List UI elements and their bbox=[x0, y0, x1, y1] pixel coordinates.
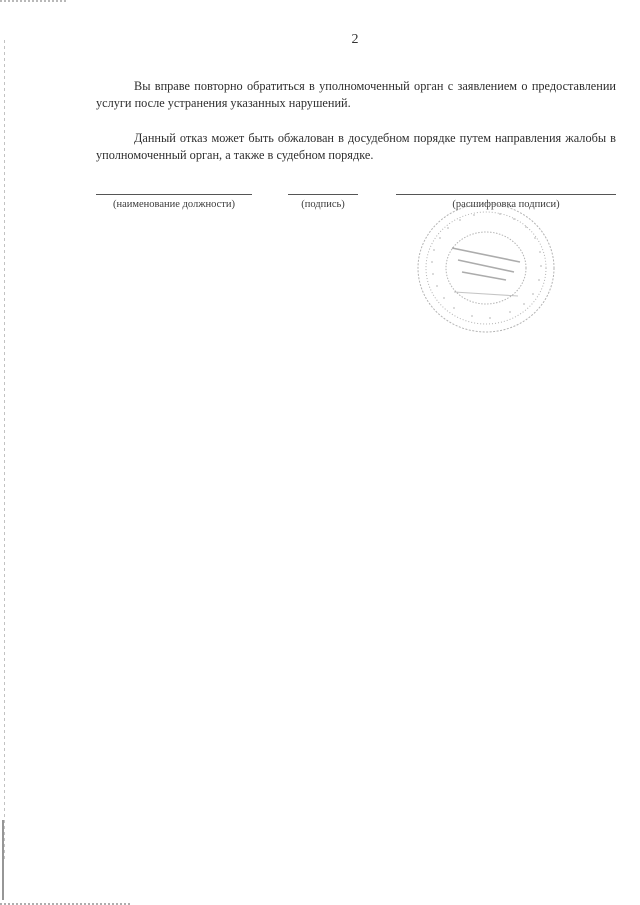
name-caption: (расшифровка подписи) bbox=[452, 199, 560, 210]
scan-artifact-left-bottom bbox=[2, 820, 4, 900]
paragraph-reapply bbox=[96, 78, 616, 112]
position-line bbox=[96, 194, 252, 195]
position-caption: (наименование должности) bbox=[112, 199, 236, 210]
scan-artifact-top bbox=[0, 0, 68, 2]
paragraph-appeal bbox=[96, 130, 616, 164]
signature-caption: (подпись) bbox=[301, 199, 345, 210]
scan-artifact-left-edge bbox=[4, 40, 5, 860]
name-line bbox=[396, 194, 616, 195]
signature-line bbox=[288, 194, 358, 195]
paragraph-appeal-text: Данный отказ может быть обжалован в досудебном порядке путем направления жалобы в уполномоченный орган, а также в судебном порядке. bbox=[96, 131, 616, 162]
page-number: 2 bbox=[351, 32, 359, 47]
round-seal-icon bbox=[414, 200, 558, 336]
paragraph-reapply-text: Вы вправе повторно обратиться в уполномоченный орган с заявлением о предоставлении услуги после устранения указанных нарушений. bbox=[96, 79, 616, 110]
